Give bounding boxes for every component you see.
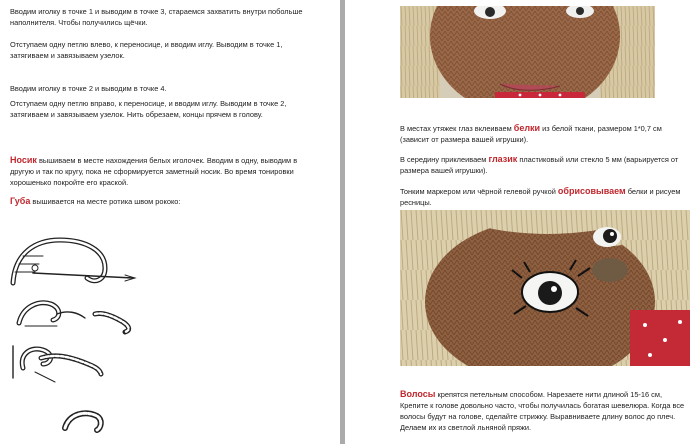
doll-face-photo-top [400, 6, 655, 98]
lip-highlight: Губа [10, 196, 31, 206]
outline-suffix: белки и рисуем ресницы. [400, 187, 681, 207]
stitch-step-4 [65, 413, 101, 430]
right-paragraph-outline [400, 186, 690, 208]
eye-suffix: пластиковый или стекло 5 мм (варьируется от размера вашей игрушки). [400, 155, 679, 175]
whites-prefix: В местах утяжек глаз вклеиваем [400, 124, 514, 133]
left-paragraph-nose [10, 155, 320, 188]
right-paragraph-hair [400, 389, 692, 433]
whites-suffix: из белой ткани, размером 1*0,7 см (зависит от размера вашей игрушки). [400, 124, 662, 144]
left-paragraph-2: Отступаем одну петлю влево, к переносице, и вводим иглу. Выводим в точке 1, затягиваем и завязываем узелок. [10, 40, 283, 60]
stitch-step-1 [13, 240, 135, 283]
whites-highlight: белки [513, 123, 541, 133]
stitch-step-3 [13, 346, 101, 382]
left-paragraph-4: Отступаем одну петлю вправо, к переносице, и вводим иглу. Выводим в точке 2, затягиваем и завязываем узелок. Нить обрезаем, концы прячем в голову. [10, 99, 287, 119]
rococo-stitch-illustration [5, 228, 155, 440]
left-paragraph-3: Вводим иголку в точке 2 и выводим в точке 4. [10, 84, 167, 93]
nose-highlight: Носик [10, 155, 37, 165]
right-paragraph-eye [400, 154, 690, 176]
outline-prefix: Тонким маркером или чёрной гелевой ручкой [400, 187, 558, 196]
left-paragraph-lip [10, 196, 320, 207]
eye-highlight: глазик [488, 154, 518, 164]
stitch-step-2 [19, 303, 129, 332]
doll-face-photo-bottom [400, 210, 690, 366]
outline-highlight: обрисовываем [557, 186, 626, 196]
left-page [0, 0, 340, 444]
right-page [345, 0, 700, 444]
left-paragraph-1: Вводим иголку в точке 1 и выводим в точке 3, стараемся захватить внутри побольше наполнителя. Чтобы получились щёчки. [10, 7, 303, 27]
right-paragraph-whites [400, 123, 690, 145]
eye-prefix: В середину приклеиваем [400, 155, 489, 164]
hair-text: крепятся петельным способом. Нарезаете нити длиной 15-16 см, Крепите к голове довольно часто, чтобы получилась богатая шевелюра. Когда все волосы будут на голове, сделайте стрижку. Выравниваете длину волос до плеч. Делаем их из светлой льняной пряжи. [400, 390, 685, 432]
lip-text: вышивается на месте ротика швом рококо: [30, 197, 181, 206]
nose-text: вышиваем в месте нахождения белых иголочек. Вводим в одну, выводим в другую и так по кругу, пока не сформируется заметный носик. Во время тонировки хорошенько покройте его краской. [10, 156, 298, 187]
hair-highlight: Волосы [400, 389, 436, 399]
